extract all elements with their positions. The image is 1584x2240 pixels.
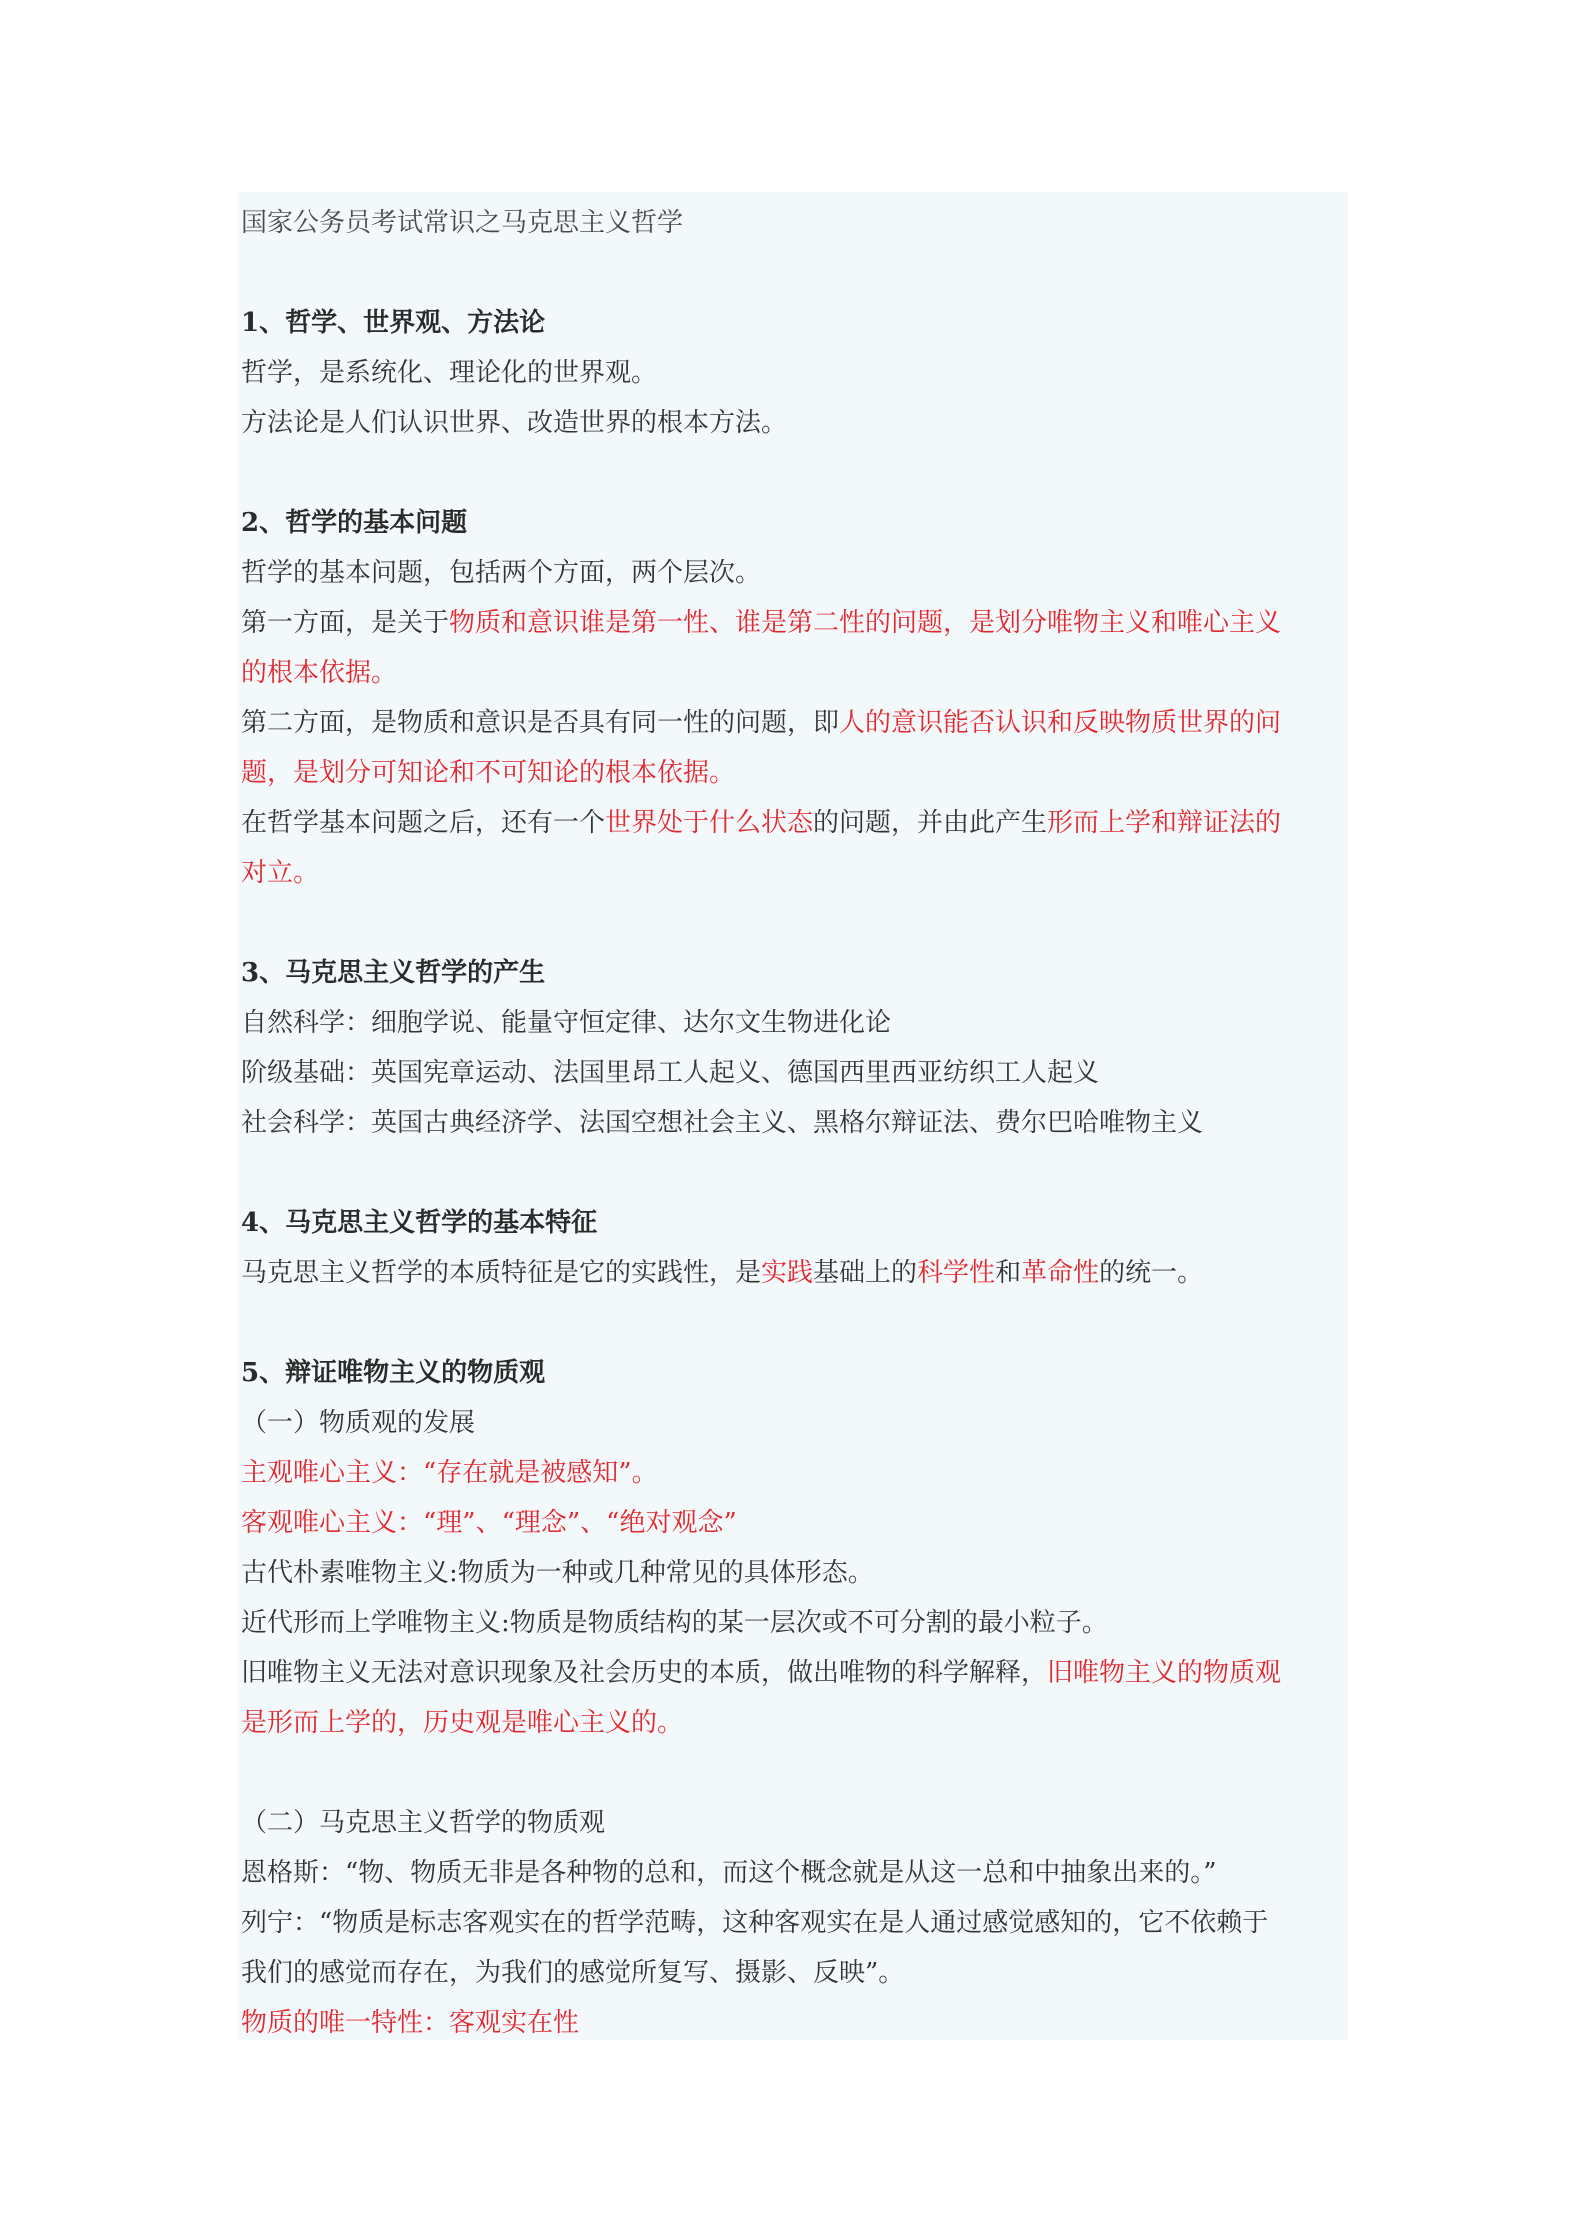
plain-text: 在哲学基本问题之后，还有一个 bbox=[241, 808, 606, 838]
section-5-paragraph-5-line-2: 是形而上学的，历史观是唯心主义的。 bbox=[241, 1708, 684, 1738]
section-3-paragraph-3: 社会科学：英国古典经济学、法国空想社会主义、黑格尔辩证法、费尔巴哈唯物主义 bbox=[241, 1108, 1204, 1138]
highlighted-text: 人的意识能否认识和反映物质世界的问 bbox=[839, 708, 1282, 738]
section-2-paragraph-4-line-2: 对立。 bbox=[241, 858, 320, 888]
highlighted-text: 旧唯物主义的物质观 bbox=[1047, 1658, 1282, 1688]
plain-text: 旧唯物主义无法对意识现象及社会历史的本质，做出唯物的科学解释， bbox=[241, 1658, 1048, 1688]
section-5-heading: 5、辩证唯物主义的物质观 bbox=[241, 1358, 546, 1388]
plain-text: 的问题，并由此产生 bbox=[813, 808, 1048, 838]
section-5-paragraph-2: 客观唯心主义：“理”、“理念”、“绝对观念” bbox=[241, 1508, 737, 1538]
section-3-paragraph-2: 阶级基础：英国宪章运动、法国里昂工人起义、德国西里西亚纺织工人起义 bbox=[241, 1058, 1100, 1088]
section-2-paragraph-1: 哲学的基本问题，包括两个方面，两个层次。 bbox=[241, 558, 762, 588]
section-5-paragraph-7-line-1: 列宁：“物质是标志客观实在的哲学范畴，这种客观实在是人通过感觉感知的，它不依赖于 bbox=[241, 1908, 1269, 1938]
document-title: 国家公务员考试常识之马克思主义哲学 bbox=[241, 208, 684, 238]
highlighted-text: 形而上学和辩证法的 bbox=[1047, 808, 1282, 838]
section-2-paragraph-2-line-2: 的根本依据。 bbox=[241, 658, 398, 688]
section-3-paragraph-1: 自然科学：细胞学说、能量守恒定律、达尔文生物进化论 bbox=[241, 1008, 892, 1038]
spacer bbox=[241, 898, 1345, 948]
section-5-paragraph-7-line-2: 我们的感觉而存在，为我们的感觉所复写、摄影、反映”。 bbox=[241, 1958, 905, 1988]
section-5-paragraph-8: 物质的唯一特性：客观实在性 bbox=[241, 2008, 580, 2038]
section-5-paragraph-5-line-1 bbox=[241, 1648, 1345, 1698]
highlighted-text: 物质和意识谁是第一性、谁是第二性的问题，是划分唯物主义和唯心主义 bbox=[449, 608, 1282, 638]
section-5-paragraph-3: 古代朴素唯物主义:物质为一种或几种常见的具体形态。 bbox=[241, 1558, 874, 1588]
plain-text: 马克思主义哲学的本质特征是它的实践性，是 bbox=[241, 1258, 762, 1288]
section-2-paragraph-4-line-1 bbox=[241, 798, 1345, 848]
section-4-heading: 4、马克思主义哲学的基本特征 bbox=[241, 1208, 598, 1238]
highlighted-text: 科学性 bbox=[917, 1258, 996, 1288]
section-2-heading: 2、哲学的基本问题 bbox=[241, 508, 468, 538]
spacer bbox=[241, 1148, 1345, 1198]
section-4-paragraph-1 bbox=[241, 1248, 1345, 1298]
plain-text: 第二方面，是物质和意识是否具有同一性的问题，即 bbox=[241, 708, 840, 738]
section-1-paragraph-1: 哲学，是系统化、理论化的世界观。 bbox=[241, 358, 658, 388]
highlighted-text: 实践 bbox=[761, 1258, 814, 1288]
section-5-subheading-1: （一）物质观的发展 bbox=[241, 1408, 476, 1438]
section-5-paragraph-4: 近代形而上学唯物主义:物质是物质结构的某一层次或不可分割的最小粒子。 bbox=[241, 1608, 1108, 1638]
section-5-paragraph-1: 主观唯心主义：“存在就是被感知”。 bbox=[241, 1458, 658, 1488]
section-2-paragraph-2-line-1 bbox=[241, 598, 1345, 648]
plain-text: 基础上的 bbox=[813, 1258, 918, 1288]
section-5-subheading-2: （二）马克思主义哲学的物质观 bbox=[241, 1808, 606, 1838]
spacer bbox=[241, 1748, 1345, 1798]
document-body bbox=[241, 198, 1345, 2048]
plain-text: 和 bbox=[995, 1258, 1022, 1288]
highlighted-text: 世界处于什么状态 bbox=[605, 808, 814, 838]
plain-text: 第一方面，是关于 bbox=[241, 608, 450, 638]
plain-text: 的统一。 bbox=[1099, 1258, 1204, 1288]
section-1-paragraph-2: 方法论是人们认识世界、改造世界的根本方法。 bbox=[241, 408, 788, 438]
section-5-paragraph-6: 恩格斯：“物、物质无非是各种物的总和，而这个概念就是从这一总和中抽象出来的。” bbox=[241, 1858, 1217, 1888]
section-2-paragraph-3-line-2: 题，是划分可知论和不可知论的根本依据。 bbox=[241, 758, 736, 788]
section-3-heading: 3、马克思主义哲学的产生 bbox=[241, 958, 546, 988]
spacer bbox=[241, 1298, 1345, 1348]
section-1-heading: 1、哲学、世界观、方法论 bbox=[241, 308, 546, 338]
spacer bbox=[241, 248, 1345, 298]
spacer bbox=[241, 448, 1345, 498]
highlighted-text: 革命性 bbox=[1021, 1258, 1100, 1288]
section-2-paragraph-3-line-1 bbox=[241, 698, 1345, 748]
